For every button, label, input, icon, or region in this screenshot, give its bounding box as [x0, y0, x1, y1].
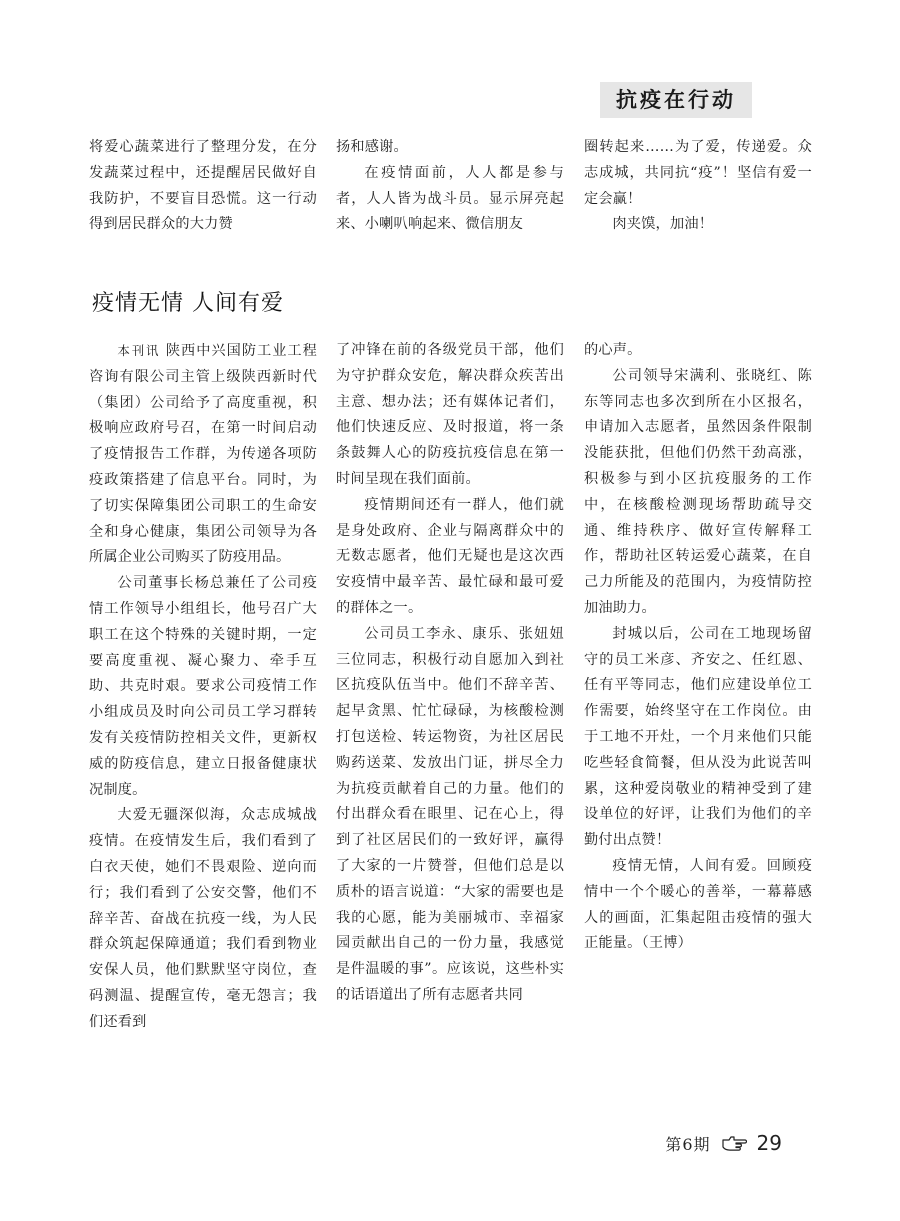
pointing-hand-icon	[721, 1134, 747, 1152]
issue-label: 第6期	[665, 1134, 711, 1154]
paragraph: 的心声。	[584, 342, 642, 358]
paragraph: 在疫情面前，人人都是参与者，人人皆为战斗员。显示屏亮起来、小喇叭响起来、微信朋友	[336, 164, 564, 233]
section-tab	[600, 82, 752, 118]
paragraph-text: 陕西中兴国防工业工程咨询有限公司主管上级陕西新时代（集团）公司给予了高度重视，积极响应政府号召，在第一时间启动了疫情报告工作群，为传递各项防疫政策搭建了信息平台。同时，为了切实保障集团公司职工的生命安全和身心健康，集团公司领导为各所属企业公司购买了防疫用品。	[89, 343, 317, 566]
article-column-3	[584, 338, 812, 957]
paragraph: 封城以后，公司在工地现场留守的员工米彦、齐安之、任红恩、任有平等同志，他们应建设单位工作需要，始终坚守在工作岗位。由于工地不开灶，一个月来他们只能吃些轻食简餐，但从没为此说苦叫累，这种爱岗敬业的精神受到了建设单位的好评，让我们为他们的辛勤付出点赞！	[584, 625, 812, 849]
paragraph: 扬和感谢。	[336, 139, 408, 155]
paragraph: 肉夹馍，加油！	[612, 216, 714, 233]
paragraph: 将爱心蔬菜进行了整理分发，在分发蔬菜过程中，还提醒居民做好自我防护，不要盲目恐慌。这一行动得到居民群众的大力赞	[89, 139, 317, 233]
paragraph: 公司领导宋满利、张晓红、陈东等同志也多次到所在小区报名，申请加入志愿者，虽然因条件限制没能获批，但他们仍然干劲高涨，积极参与到小区抗疫服务的工作中，在核酸检测现场帮助疏导交通、维持秩序、做好宣传解释工作，帮助社区转运爱心蔬菜，在自己力所能及的范围内，为疫情防控加油助力。	[584, 367, 812, 616]
article-column-2	[336, 338, 564, 1009]
article-title: 疫情无情 人间有爱	[92, 291, 284, 316]
paragraph: 了冲锋在前的各级党员干部，他们为守护群众安危，解决群众疾苦出主意、想办法；还有媒体记者们，他们快速反应、及时报道，将一条条鼓舞人心的防疫抗疫信息在第一时间呈现在我们面前。	[336, 342, 564, 487]
page-footer	[665, 1131, 782, 1155]
paragraph: 大爱无疆深似海，众志成城战疫情。在疫情发生后，我们看到了白衣天使，她们不畏艰险、逆向而行；我们看到了公安交警，他们不辞辛苦、奋战在抗疫一线，为人民群众筑起保障通道；我们看到物业安保人员，他们默默坚守岗位，查码测温、提醒宣传，毫无怨言；我们还看到	[89, 807, 317, 1030]
paragraph	[89, 338, 317, 571]
previous-article-column-1	[89, 135, 317, 238]
page-number: 29	[756, 1131, 782, 1155]
paragraph: 疫情无情，人间有爱。回顾疫情中一个个暖心的善举，一幕幕感人的画面，汇集起阻击疫情的强大正能量。（王博）	[584, 857, 812, 952]
article-column-1	[89, 338, 317, 1036]
paragraph: 圈转起来……为了爱，传递爱。众志成城，共同抗“疫”！坚信有爱一定会赢！	[584, 139, 812, 207]
paragraph: 公司员工李永、康乐、张妞妞三位同志，积极行动自愿加入到社区抗疫队伍当中。他们不辞辛苦、起早贪黑、忙忙碌碌，为核酸检测打包送检、转运物资，为社区居民购药送菜、发放出门证，拼尽全力为抗疫贡献着自己的力量。他们的付出群众看在眼里、记在心上，得到了社区居民们的一致好评，赢得了大家的一片赞誉，但他们总是以质朴的语言说道：“大家的需要也是我的心愿，能为美丽城市、幸福家园贡献出自己的一份力量，我感觉是件温暖的事”。应该说，这些朴实的话语道出了所有志愿者共同	[336, 625, 564, 1003]
paragraph: 疫情期间还有一群人，他们就是身处政府、企业与隔离群众中的无数志愿者，他们无疑也是这次西安疫情中最辛苦、最忙碌和最可爱的群体之一。	[336, 496, 564, 616]
previous-article-column-3	[584, 135, 812, 238]
previous-article-column-2	[336, 135, 564, 238]
section-tab-label: 抗疫在行动	[616, 88, 736, 112]
paragraph: 公司董事长杨总兼任了公司疫情工作领导小组组长，他号召广大职工在这个特殊的关键时期，一定要高度重视、凝心聚力、牵手互助、共克时艰。要求公司疫情工作小组成员及时向公司员工学习群转发有关疫情防控相关文件，更新权威的防疫信息，建立日报备健康状况制度。	[89, 575, 317, 798]
byline: 本刊讯	[117, 343, 161, 358]
